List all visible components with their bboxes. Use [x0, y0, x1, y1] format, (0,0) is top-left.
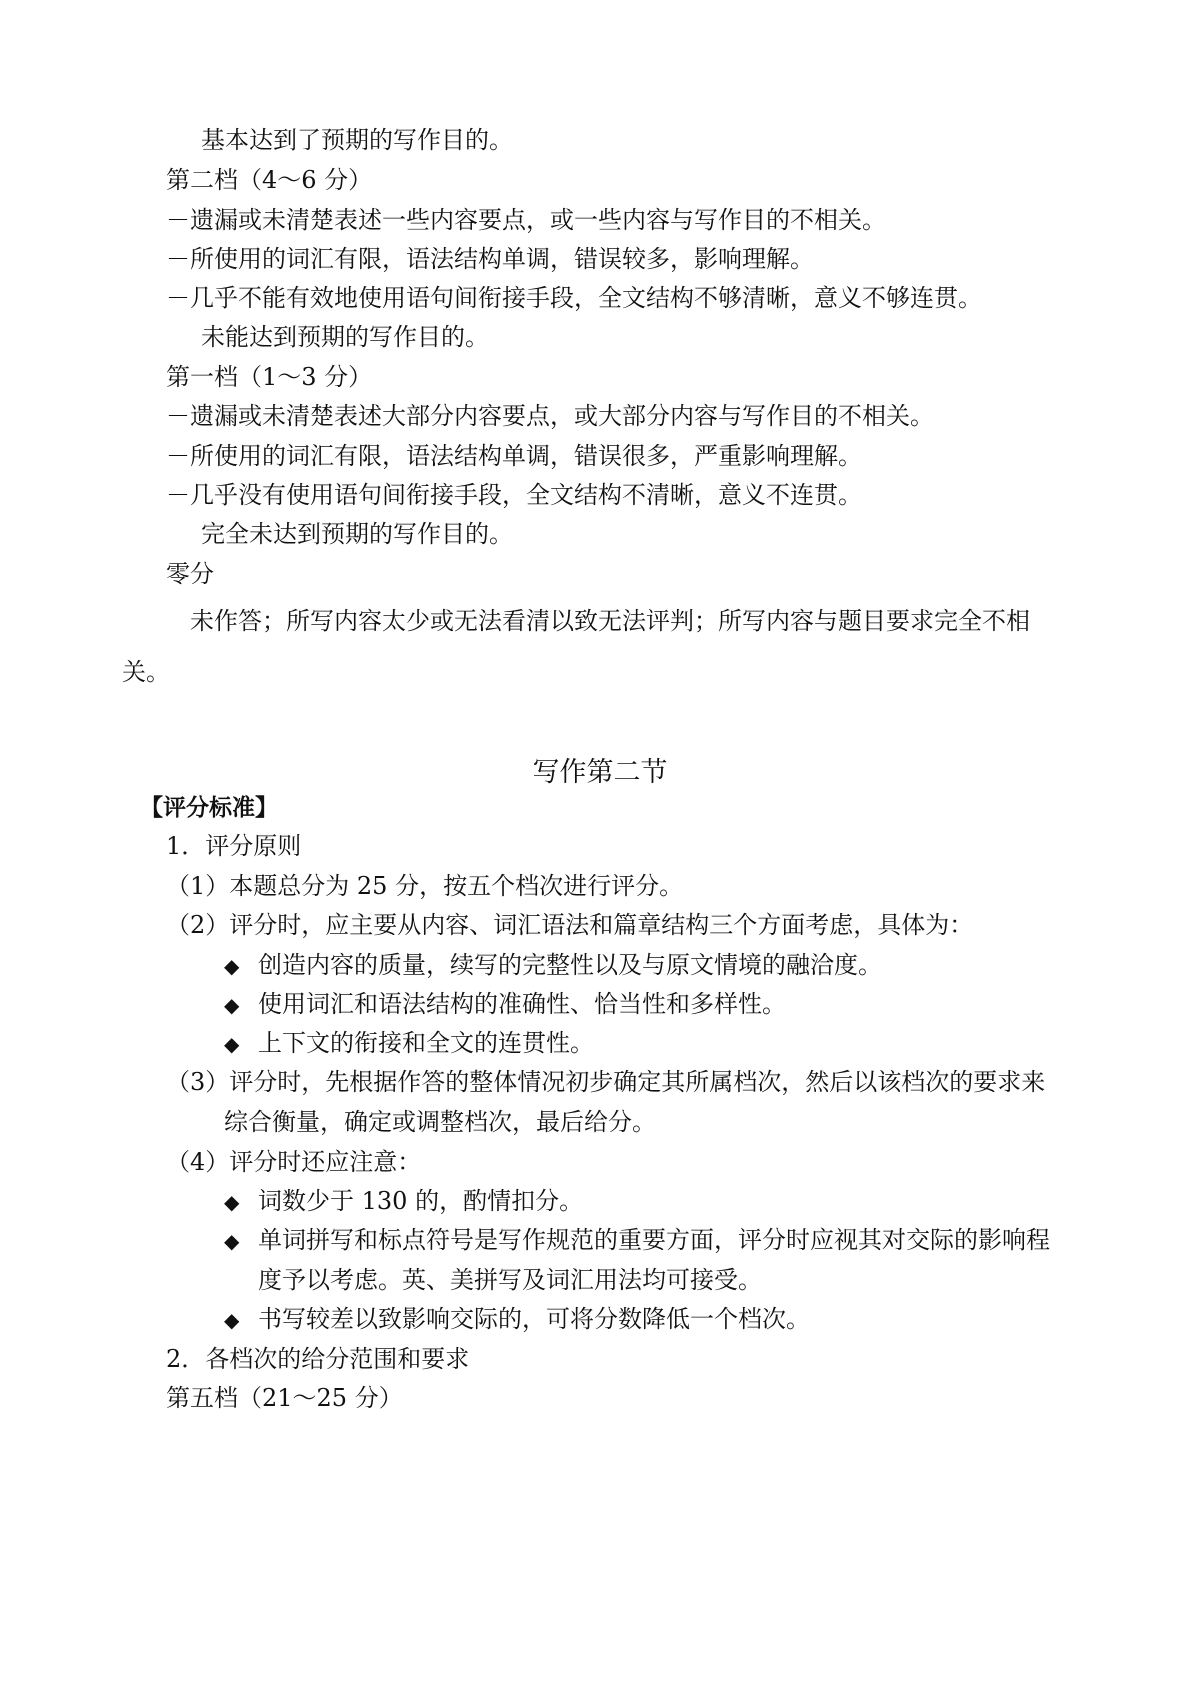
bullet-item: [224, 1027, 594, 1060]
bullet-text: 上下文的衔接和全文的连贯性。: [258, 1029, 594, 1057]
diamond-bullet-icon: ◆: [224, 1032, 240, 1056]
bullet-text: 书写较差以致影响交际的，可将分数降低一个档次。: [258, 1305, 810, 1333]
criteria-item: －遗漏或未清楚表述大部分内容要点，或大部分内容与写作目的不相关。: [166, 402, 934, 430]
bullet-text-continued: 度予以考虑。英、美拼写及词汇用法均可接受。: [258, 1266, 762, 1294]
paragraph-text: 完全未达到预期的写作目的。: [201, 520, 513, 548]
grade-heading: 第二档（4～6 分）: [166, 166, 373, 194]
principle-item-continued: 综合衡量，确定或调整档次，最后给分。: [224, 1108, 656, 1136]
bullet-item: [224, 1185, 583, 1218]
bullet-text: 词数少于 130 的，酌情扣分。: [258, 1187, 584, 1215]
bullet-text: 单词拼写和标点符号是写作规范的重要方面，评分时应视其对交际的影响程: [258, 1226, 1050, 1254]
criteria-item: －所使用的词汇有限，语法结构单调，错误很多，严重影响理解。: [166, 442, 862, 470]
bullet-text: 使用词汇和语法结构的准确性、恰当性和多样性。: [258, 990, 786, 1018]
grade-heading: 第五档（21～25 分）: [166, 1384, 403, 1412]
paragraph-text: 未能达到预期的写作目的。: [201, 323, 489, 351]
principle-item: （3）评分时，先根据作答的整体情况初步确定其所属档次，然后以该档次的要求来: [166, 1068, 1046, 1096]
section-title: 写作第二节: [532, 757, 668, 788]
grade-heading: 第一档（1～3 分）: [166, 363, 373, 391]
bullet-item: [224, 1303, 810, 1336]
diamond-bullet-icon: ◆: [224, 954, 240, 978]
principle-item: （4）评分时还应注意：: [166, 1148, 422, 1176]
criteria-item: －遗漏或未清楚表述一些内容要点，或一些内容与写作目的不相关。: [166, 206, 886, 234]
bullet-item: [224, 949, 882, 982]
bullet-item: [224, 988, 786, 1021]
criteria-item: －几乎不能有效地使用语句间衔接手段，全文结构不够清晰，意义不够连贯。: [166, 284, 982, 312]
grade-heading: 零分: [166, 560, 214, 588]
principle-item: （1）本题总分为 25 分，按五个档次进行评分。: [166, 872, 684, 900]
paragraph-text: 关。: [122, 658, 170, 686]
bullet-text: 创造内容的质量，续写的完整性以及与原文情境的融洽度。: [258, 951, 882, 979]
subsection-heading: 1．评分原则: [166, 832, 302, 860]
paragraph-text: 未作答；所写内容太少或无法看清以致无法评判；所写内容与题目要求完全不相: [190, 607, 1030, 635]
paragraph-text: 基本达到了预期的写作目的。: [201, 126, 513, 154]
subsection-heading: 2．各档次的给分范围和要求: [166, 1345, 470, 1373]
diamond-bullet-icon: ◆: [224, 1308, 240, 1332]
bullet-item: [224, 1224, 1050, 1257]
criteria-heading: 【评分标准】: [140, 795, 278, 821]
criteria-item: －所使用的词汇有限，语法结构单调，错误较多，影响理解。: [166, 245, 814, 273]
diamond-bullet-icon: ◆: [224, 993, 240, 1017]
diamond-bullet-icon: ◆: [224, 1190, 240, 1214]
diamond-bullet-icon: ◆: [224, 1229, 240, 1253]
criteria-item: －几乎没有使用语句间衔接手段，全文结构不清晰，意义不连贯。: [166, 481, 862, 509]
principle-item: （2）评分时，应主要从内容、词汇语法和篇章结构三个方面考虑，具体为：: [166, 911, 974, 939]
